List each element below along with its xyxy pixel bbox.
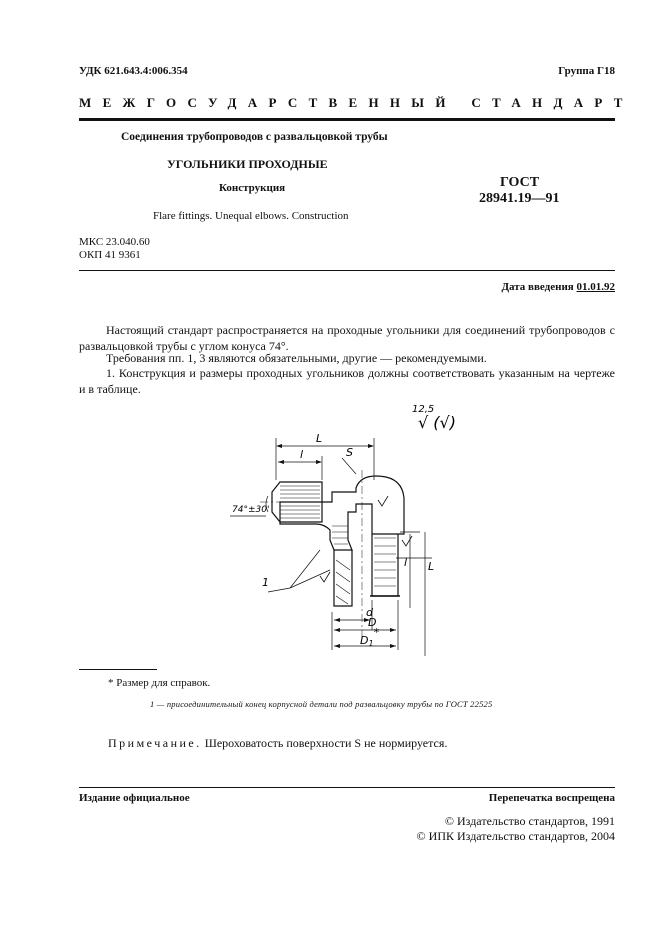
note-text: Шероховатость поверхности S не нормируется.	[201, 736, 448, 750]
copyright-1991: © Издательство стандартов, 1991	[444, 814, 615, 828]
mks-code: МКС 23.040.60	[79, 236, 150, 248]
paragraph-construction: 1. Конструкция и размеры проходных угольников должны соответствовать указанным на чертеже и в таблице.	[79, 366, 615, 396]
middle-rule	[79, 270, 615, 271]
title-construction: Конструкция	[219, 182, 286, 194]
bottom-end	[334, 550, 352, 606]
gost-label: ГОСТ	[500, 175, 540, 190]
drawing-legend: 1 — присоединительный конец корпусной детали под развальцовку трубы по ГОСТ 22525	[150, 699, 493, 709]
title-subject: Соединения трубопроводов с развальцовкой трубы	[121, 131, 388, 143]
date-value: 01.01.92	[576, 281, 615, 293]
roughness-value: 12,5	[412, 404, 435, 415]
copyright-2004: © ИПК Издательство стандартов, 2004	[416, 829, 615, 843]
elbow-drawing	[220, 400, 460, 660]
dimension-D1: D1*	[360, 626, 380, 648]
english-title: Flare fittings. Unequal elbows. Construction	[153, 210, 349, 222]
note-label: Примечание.	[108, 736, 202, 750]
right-thread-end	[372, 534, 398, 596]
paragraph-requirements: Требования пп. 1, 3 являются обязательными, другие — рекомендуемыми.	[106, 351, 487, 365]
okp-code: ОКП 41 9361	[79, 249, 141, 261]
dimension-L: L	[316, 432, 323, 445]
footnote: * Размер для справок.	[108, 677, 211, 689]
dimension-L-vertical: L	[428, 560, 435, 573]
official-edition: Издание официальное	[79, 792, 190, 804]
dimension-d: d	[366, 606, 373, 619]
dimension-l: l	[300, 448, 304, 461]
paragraph-scope: Настоящий стандарт распространяется на проходные угольники для соединений трубопроводов с развальцовкой трубы с углом конуса 74°.	[79, 323, 615, 353]
standard-banner: МЕЖГОСУДАРСТВЕННЫЙ СТАНДАРТ	[79, 95, 634, 110]
date-label: Дата введения	[501, 281, 574, 293]
dimension-S: S	[346, 446, 353, 459]
dimension-D: D	[368, 616, 377, 629]
dimension-angle: 74°±30'	[232, 505, 270, 515]
udk-code: УДК 621.643.4:006.354	[79, 65, 188, 77]
title-main: УГОЛЬНИКИ ПРОХОДНЫЕ	[167, 157, 328, 171]
footnote-rule	[79, 669, 157, 670]
gost-number: 28941.19—91	[479, 191, 560, 206]
introduction-date	[501, 281, 615, 293]
roughness-symbol: √ (√)	[418, 413, 456, 432]
top-rule	[79, 118, 615, 121]
elbow-body	[280, 476, 404, 550]
callout-1: 1	[262, 576, 269, 589]
group-code: Группа Г18	[558, 65, 615, 77]
reprint-prohibited: Перепечатка воспрещена	[488, 792, 615, 804]
note	[108, 736, 447, 751]
dimension-l-vertical: l	[404, 556, 408, 569]
bottom-rule	[79, 787, 615, 788]
